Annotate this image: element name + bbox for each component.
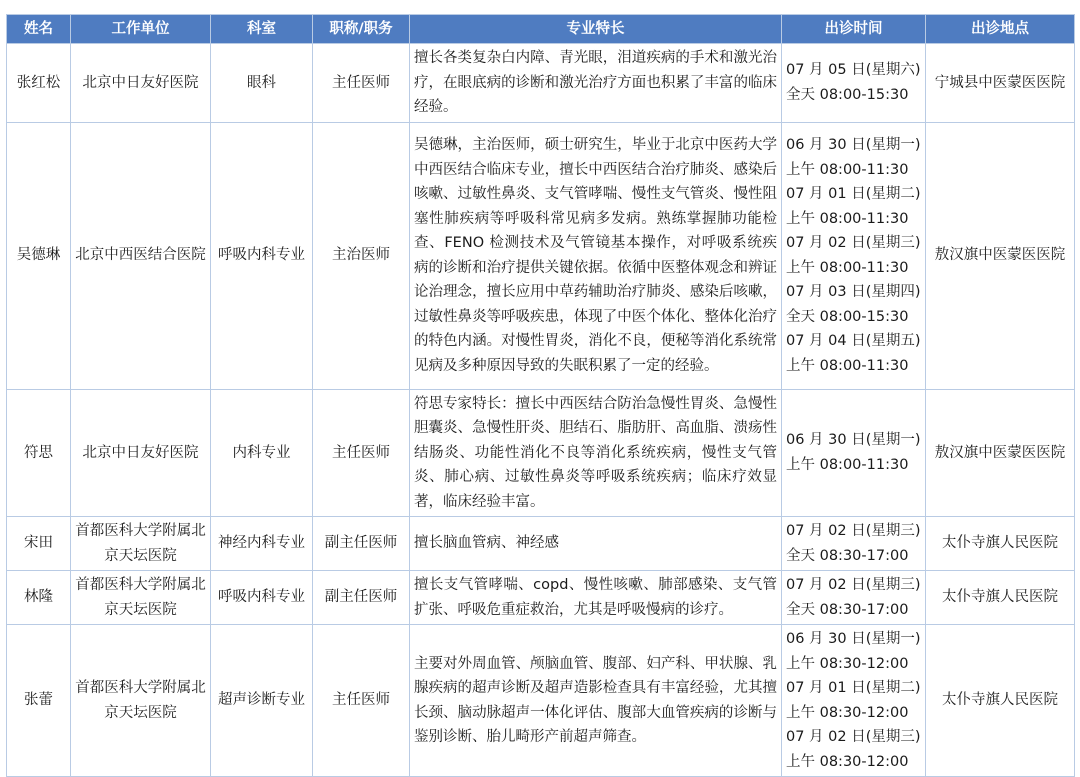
job-title: 副主任医师 xyxy=(313,571,410,625)
time-slot: 上午 08:30-12:00 xyxy=(786,655,909,672)
table-body xyxy=(7,44,1075,777)
specialty-cell xyxy=(410,571,782,625)
time-slot: 上午 08:00-11:30 xyxy=(786,210,909,227)
work-unit: 首都医科大学附属北京天坛医院 xyxy=(71,517,211,571)
table-row xyxy=(7,44,1075,123)
time-date: 07 月 01 日(星期二) xyxy=(786,186,921,202)
time-date: 07 月 04 日(星期五) xyxy=(786,333,921,349)
work-unit: 北京中日友好医院 xyxy=(71,389,211,517)
time-slot: 上午 08:30-12:00 xyxy=(786,753,909,770)
header-unit: 工作单位 xyxy=(71,15,211,44)
table-row xyxy=(7,389,1075,517)
department: 超声诊断专业 xyxy=(211,625,313,777)
table-row xyxy=(7,625,1075,777)
specialty-text: 擅长脑血管病、神经感 xyxy=(414,535,559,552)
job-title: 主任医师 xyxy=(313,389,410,517)
time-slot: 上午 08:00-11:30 xyxy=(786,456,909,473)
clinic-time xyxy=(782,517,926,571)
job-title: 主任医师 xyxy=(313,44,410,123)
clinic-time xyxy=(782,122,926,389)
time-slot: 上午 08:00-11:30 xyxy=(786,161,909,178)
clinic-time xyxy=(782,625,926,777)
time-date: 06 月 30 日(星期一) xyxy=(786,137,921,153)
header-title: 职称/职务 xyxy=(313,15,410,44)
specialty-cell xyxy=(410,625,782,777)
doctor-name: 张蕾 xyxy=(7,625,71,777)
time-slot: 全天 08:00-15:30 xyxy=(786,308,909,325)
schedule-table-container xyxy=(6,14,1074,777)
department: 眼科 xyxy=(211,44,313,123)
table-row xyxy=(7,122,1075,389)
doctor-name: 符思 xyxy=(7,389,71,517)
specialty-cell xyxy=(410,517,782,571)
time-date: 06 月 30 日(星期一) xyxy=(786,432,921,449)
clinic-time xyxy=(782,44,926,123)
table-header xyxy=(7,15,1075,44)
clinic-place: 敖汉旗中医蒙医医院 xyxy=(926,389,1075,517)
specialty-cell xyxy=(410,44,782,123)
clinic-place: 太仆寺旗人民医院 xyxy=(926,625,1075,777)
doctor-name: 张红松 xyxy=(7,44,71,123)
job-title: 主治医师 xyxy=(313,122,410,389)
specialty-text: 擅长各类复杂白内障、青光眼，泪道疾病的手术和激光治疗，在眼底病的诊断和激光治疗方面也积累了丰富的临床经验。 xyxy=(414,50,777,115)
time-date: 07 月 02 日(星期三) xyxy=(786,235,921,251)
department: 呼吸内科专业 xyxy=(211,571,313,625)
time-date: 07 月 05 日(星期六) xyxy=(786,62,921,79)
specialty-cell xyxy=(410,389,782,517)
doctor-name: 吴德琳 xyxy=(7,122,71,389)
clinic-place: 太仆寺旗人民医院 xyxy=(926,571,1075,625)
header-row xyxy=(7,15,1075,44)
specialty-text: 擅长支气管哮喘、copd、慢性咳嗽、肺部感染、支气管扩张、呼吸危重症救治，尤其是呼吸慢病的诊疗。 xyxy=(414,577,777,618)
department: 内科专业 xyxy=(211,389,313,517)
job-title: 主任医师 xyxy=(313,625,410,777)
time-date: 07 月 02 日(星期三) xyxy=(786,577,921,593)
time-date: 07 月 01 日(星期二) xyxy=(786,680,921,696)
time-date: 07 月 02 日(星期三) xyxy=(786,523,921,539)
time-slot: 全天 08:30-17:00 xyxy=(786,547,909,564)
job-title: 副主任医师 xyxy=(313,517,410,571)
specialty-text: 符思专家特长：擅长中西医结合防治急慢性胃炎、急慢性胆囊炎、急慢性肝炎、胆结石、脂肪肝、高血脂、溃疡性结肠炎、功能性消化不良等消化系统疾病，慢性支气管炎、肺心病、过敏性鼻炎等呼吸系统疾病；临床疗效显著，临床经验丰富。 xyxy=(414,395,777,510)
clinic-time xyxy=(782,389,926,517)
work-unit: 首都医科大学附属北京天坛医院 xyxy=(71,625,211,777)
header-specialty: 专业特长 xyxy=(410,15,782,44)
time-slot: 上午 08:00-11:30 xyxy=(786,357,909,374)
header-dept: 科室 xyxy=(211,15,313,44)
time-slot: 全天 08:00-15:30 xyxy=(786,86,909,103)
time-date: 07 月 02 日(星期三) xyxy=(786,729,921,745)
specialty-text: 吴德琳，主治医师，硕士研究生，毕业于北京中医药大学中西医结合临床专业，擅长中西医结合治疗肺炎、感染后咳嗽、过敏性鼻炎、支气管哮喘、慢性支气管炎、慢性阻塞性肺疾病等呼吸科常见病多发病。熟练掌握肺功能检查、FENO 检测技术及气管镜基本操作，对呼吸系统疾病的诊断和治疗提供关键依据。依循中医整体观念和辨证论治理念，擅长应用中草药辅助治疗肺炎、感染后咳嗽，过敏性鼻炎等呼吸疾患，体现了中医个体化、整体化治疗的特色内涵。对慢性胃炎，消化不良，便秘等消化系统常见病及多种原因导致的失眠积累了一定的经验。 xyxy=(414,137,777,374)
table-row xyxy=(7,571,1075,625)
table-row xyxy=(7,517,1075,571)
work-unit: 首都医科大学附属北京天坛医院 xyxy=(71,571,211,625)
header-name: 姓名 xyxy=(7,15,71,44)
time-slot: 上午 08:30-12:00 xyxy=(786,704,909,721)
work-unit: 北京中西医结合医院 xyxy=(71,122,211,389)
time-date: 06 月 30 日(星期一) xyxy=(786,631,921,647)
specialty-text: 主要对外周血管、颅脑血管、腹部、妇产科、甲状腺、乳腺疾病的超声诊断及超声造影检查具有丰富经验，尤其擅长颈、脑动脉超声一体化评估、腹部大血管疾病的诊断与鉴别诊断、胎儿畸形产前超声筛查。 xyxy=(414,655,777,745)
clinic-place: 太仆寺旗人民医院 xyxy=(926,517,1075,571)
doctor-schedule-table xyxy=(6,14,1075,777)
time-slot: 全天 08:30-17:00 xyxy=(786,601,909,618)
header-place: 出诊地点 xyxy=(926,15,1075,44)
clinic-place: 宁城县中医蒙医医院 xyxy=(926,44,1075,123)
time-date: 07 月 03 日(星期四) xyxy=(786,284,921,300)
doctor-name: 宋田 xyxy=(7,517,71,571)
department: 神经内科专业 xyxy=(211,517,313,571)
specialty-cell xyxy=(410,122,782,389)
time-slot: 上午 08:00-11:30 xyxy=(786,259,909,276)
department: 呼吸内科专业 xyxy=(211,122,313,389)
clinic-time xyxy=(782,571,926,625)
header-time: 出诊时间 xyxy=(782,15,926,44)
work-unit: 北京中日友好医院 xyxy=(71,44,211,123)
clinic-place: 敖汉旗中医蒙医医院 xyxy=(926,122,1075,389)
doctor-name: 林隆 xyxy=(7,571,71,625)
